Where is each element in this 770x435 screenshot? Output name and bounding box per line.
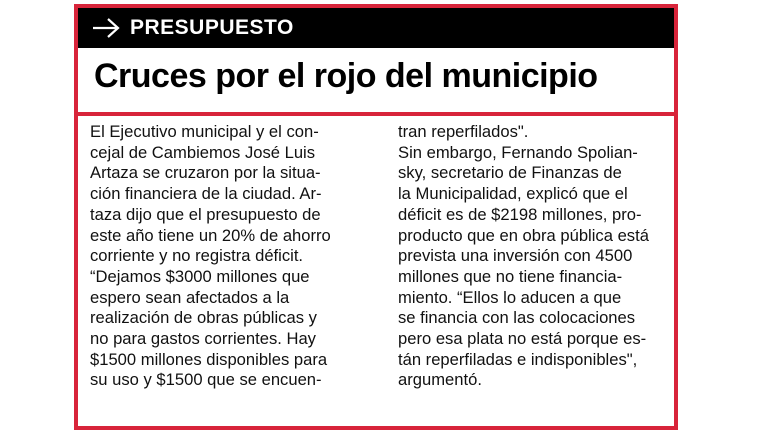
section-label: PRESUPUESTO	[130, 16, 294, 39]
body-text-line: Sin embargo, Fernando Spolian-	[398, 142, 638, 162]
headline-area	[78, 48, 674, 116]
body-column-left	[90, 122, 376, 391]
body-text-line: espero sean afectados a la	[90, 287, 290, 307]
body-text-line: déficit es de $2198 millones, pro-	[398, 204, 642, 224]
article-body	[90, 122, 762, 391]
body-text-line: El Ejecutivo municipal y el con-	[90, 122, 319, 141]
body-column-right	[398, 122, 684, 391]
body-text-line: tán reperfiladas e indisponibles",	[398, 349, 638, 369]
body-text-line: producto que en obra pública está	[398, 225, 649, 245]
body-text-line: “Dejamos $3000 millones que	[90, 266, 310, 286]
body-text-line: miento. “Ellos lo aducen a que	[398, 287, 622, 307]
headline: Cruces por el rojo del municipio	[94, 57, 598, 95]
body-text-line: realización de obras públicas y	[90, 308, 317, 328]
body-text-line: $1500 millones disponibles para	[90, 349, 328, 369]
body-text-line: prevista una inversión con 4500	[398, 246, 633, 266]
body-text-line: ción financiera de la ciudad. Ar-	[90, 184, 322, 204]
body-text-line: pero esa plata no está porque es-	[398, 329, 647, 349]
body-text-line: argumentó.	[398, 370, 482, 390]
body-text-line: sky, secretario de Finanzas de	[398, 163, 622, 183]
body-text-line: cejal de Cambiemos José Luis	[90, 142, 316, 162]
body-text-line: su uso y $1500 que se encuen-	[90, 370, 322, 390]
body-text-line: corriente y no registra déficit.	[90, 246, 304, 266]
section-header	[78, 8, 674, 48]
body-text-line: se financia con las colocaciones	[398, 308, 636, 328]
body-text-line: tran reperfilados".	[398, 122, 529, 141]
arrow-right-icon	[86, 8, 126, 48]
body-text-line: Artaza se cruzaron por la situa-	[90, 163, 321, 183]
body-text-line: taza dijo que el presupuesto de	[90, 204, 321, 224]
body-text-line: la Municipalidad, explicó que el	[398, 184, 628, 204]
body-text-line: este año tiene un 20% de ahorro	[90, 225, 331, 245]
body-text-line: millones que no tiene financia-	[398, 266, 623, 286]
body-text-line: no para gastos corrientes. Hay	[90, 329, 316, 349]
